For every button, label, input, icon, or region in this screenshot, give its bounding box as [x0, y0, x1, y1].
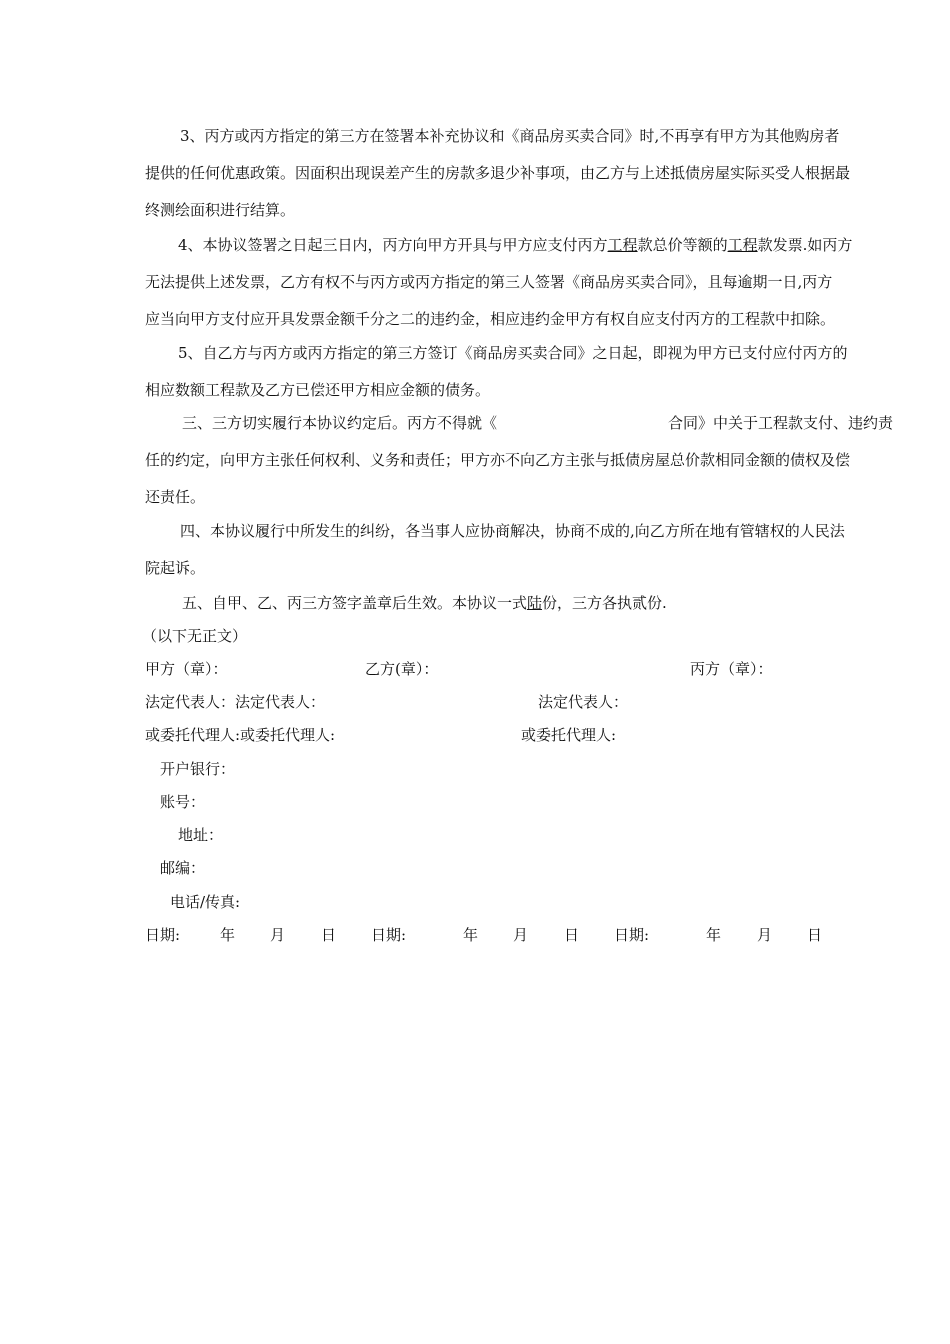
- section-5-text-a: 五、自甲、乙、丙三方签字盖章后生效。本协议一式: [182, 594, 528, 612]
- section-4-line-1: 四、本协议履行中所发生的纠纷，各当事人应协商解决，协商不成的,向乙方所在地有管辖权的人民法: [180, 522, 845, 540]
- clause-4-text-a: 4、本协议签署之日起三日内，丙方向甲方开具与甲方应支付丙方: [178, 236, 608, 254]
- section-4-line-2: 院起诉。: [145, 559, 206, 577]
- clause-4-line-3: 应当向甲方支付应开具发票金额千分之二的违约金，相应违约金甲方有权自应支付丙方的工程款中扣除。: [145, 310, 836, 328]
- party-b-seal-label: 乙方(章）：: [365, 660, 439, 678]
- clause-4-text-c: 款总价等额的: [637, 236, 728, 254]
- bank-label: 开户银行：: [160, 760, 236, 778]
- clause-3-line-3: 终测绘面积进行结算。: [145, 201, 296, 219]
- address-label: 地址：: [178, 826, 224, 844]
- year-label-b: 年: [463, 926, 479, 944]
- day-label-c: 日: [807, 926, 823, 944]
- section-3-line-2: 任的约定，向甲方主张任何权利、义务和责任；甲方亦不向乙方主张与抵债房屋总价款相同金额的债权及偿: [145, 451, 851, 469]
- clause-3-line-2: 提供的任何优惠政策。因面积出现误差产生的房款多退少补事项，由乙方与上述抵债房屋实际买受人根据最: [145, 164, 851, 182]
- section-3-line-3: 还责任。: [145, 488, 206, 506]
- account-label: 账号：: [160, 793, 206, 811]
- clause-4-line-2: 无法提供上述发票，乙方有权不与丙方或丙方指定的第三人签署《商品房买卖合同》，且每逾期一日,丙方: [145, 273, 833, 291]
- postcode-label: 邮编：: [160, 859, 206, 877]
- date-label-b: 日期:: [371, 926, 407, 944]
- phone-fax-label: 电话/传真:: [170, 893, 241, 911]
- clause-3-line-1: 3、丙方或丙方指定的第三方在签署本补充协议和《商品房买卖合同》时,不再享有甲方为其他购房者: [180, 127, 840, 145]
- clause-5-line-1: 5、自乙方与丙方或丙方指定的第三方签订《商品房买卖合同》之日起，即视为甲方已支付应付丙方的: [178, 344, 848, 362]
- legal-rep-ab-label: 法定代表人：法定代表人：: [145, 693, 326, 711]
- month-label-b: 月: [513, 926, 529, 944]
- legal-rep-c-label: 法定代表人：: [538, 693, 629, 711]
- underlined-term: 工程: [727, 236, 758, 254]
- clause-4-line-1: [178, 235, 852, 255]
- month-label-c: 月: [757, 926, 773, 944]
- clause-4-text-e: 款发票.如丙方: [757, 236, 853, 254]
- date-label-a: 日期:: [145, 926, 181, 944]
- section-3-line-1b: 合同》中关于工程款支付、违约责: [668, 414, 894, 432]
- agent-ab-label: 或委托代理人:或委托代理人:: [145, 726, 336, 744]
- section-5-text-c: 份，三方各执贰份.: [542, 594, 667, 612]
- month-label-a: 月: [270, 926, 286, 944]
- no-more-text: （以下无正文）: [142, 627, 248, 645]
- copies-count: 陆: [527, 594, 543, 612]
- agent-c-label: 或委托代理人:: [521, 726, 617, 744]
- party-c-seal-label: 丙方（章）：: [690, 660, 773, 678]
- party-a-seal-label: 甲方（章）：: [145, 660, 228, 678]
- day-label-a: 日: [321, 926, 337, 944]
- clause-5-line-2: 相应数额工程款及乙方已偿还甲方相应金额的债务。: [145, 381, 491, 399]
- day-label-b: 日: [564, 926, 580, 944]
- section-5-line: [182, 593, 667, 613]
- section-3-line-1a: 三、三方切实履行本协议约定后。丙方不得就《: [182, 414, 498, 432]
- date-label-c: 日期:: [614, 926, 650, 944]
- year-label-a: 年: [220, 926, 236, 944]
- underlined-term: 工程: [607, 236, 638, 254]
- year-label-c: 年: [706, 926, 722, 944]
